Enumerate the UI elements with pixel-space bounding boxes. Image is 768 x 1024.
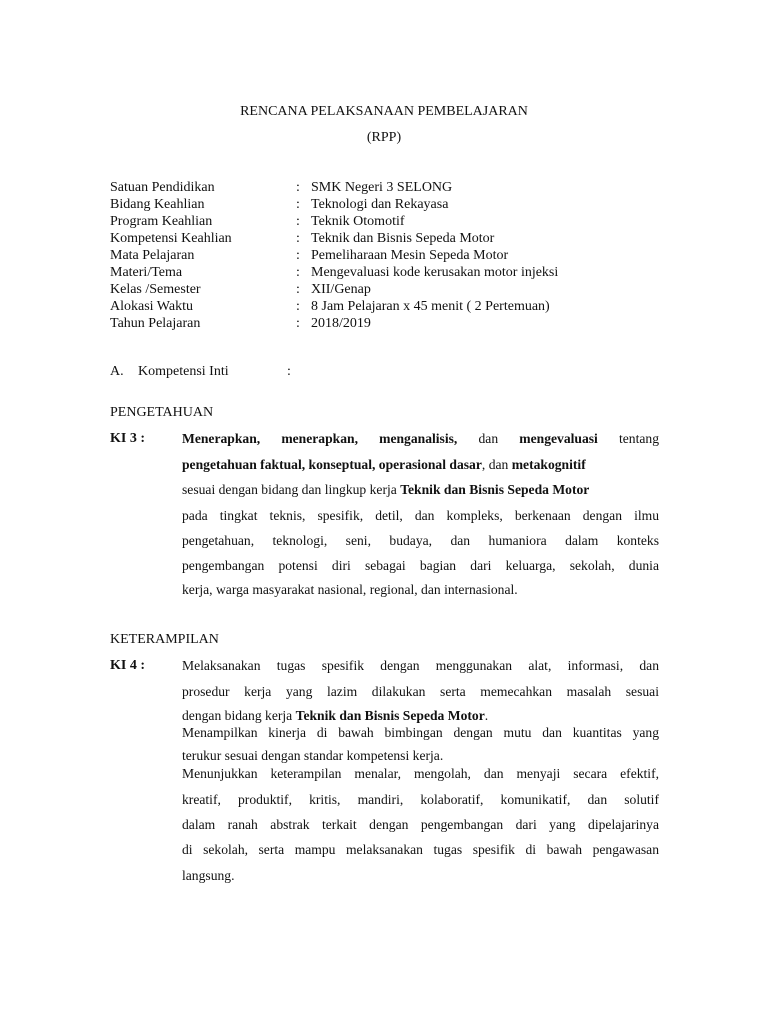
identity-value: SMK Negeri 3 SELONG [311, 180, 453, 195]
ki3-line [182, 482, 659, 498]
ki3-text: Teknik dan Bisnis Sepeda Motor [400, 482, 590, 497]
section-title: Kompetensi Inti [138, 364, 229, 379]
ki4-line: Menunjukkan keterampilan menalar, mengolah, dan menyaji secara efektif, [182, 766, 659, 781]
document-title: RENCANA PELAKSANAAN PEMBELAJARAN [240, 104, 528, 119]
identity-label: Materi/Tema [110, 265, 183, 280]
section-letter: A. [110, 364, 124, 379]
identity-label: Kelas /Semester [110, 282, 201, 297]
section-colon: : [287, 364, 291, 379]
ki3-text: pengetahuan faktual, konseptual, operasional dasar [182, 457, 482, 472]
identity-separator: : [296, 248, 300, 263]
ki4-line: kreatif, produktif, kritis, mandiri, kolaboratif, komunikatif, dan solutif [182, 792, 659, 807]
ki4-text: dengan bidang kerja [182, 708, 296, 723]
ki3-line [182, 457, 659, 473]
identity-separator: : [296, 231, 300, 246]
ki3-line: kerja, warga masyarakat nasional, regional, dan internasional. [182, 582, 518, 597]
identity-label: Program Keahlian [110, 214, 213, 229]
ki3-text: , dan [481, 457, 512, 472]
ki4-line: Menampilkan kinerja di bawah bimbingan dengan mutu dan kuantitas yang [182, 725, 659, 740]
identity-label: Satuan Pendidikan [110, 180, 215, 195]
ki3-text: mengevaluasi [519, 431, 598, 446]
ki4-line: Melaksanakan tugas spesifik dengan menggunakan alat, informasi, dan [182, 658, 659, 673]
ki3-text: metakognitif [511, 457, 586, 472]
identity-label: Alokasi Waktu [110, 299, 193, 314]
ki3-text: dan [457, 431, 520, 446]
ki4-label: KI 4 : [110, 658, 145, 673]
ki4-line: dalam ranah abstrak terkait dengan pengembangan dari yang dipelajarinya [182, 817, 659, 832]
ki4-line: langsung. [182, 868, 235, 883]
identity-value: Pemeliharaan Mesin Sepeda Motor [311, 248, 509, 263]
keterampilan-heading: KETERAMPILAN [110, 632, 219, 647]
ki4-text: . [484, 708, 489, 723]
ki3-text: tentang [597, 431, 659, 446]
identity-value: 2018/2019 [311, 316, 371, 331]
identity-value: 8 Jam Pelajaran x 45 menit ( 2 Pertemuan) [311, 299, 550, 314]
pengetahuan-heading: PENGETAHUAN [110, 405, 214, 420]
identity-value: Teknik Otomotif [311, 214, 405, 229]
identity-separator: : [296, 214, 300, 229]
ki3-label: KI 3 : [110, 431, 145, 446]
identity-label: Mata Pelajaran [110, 248, 195, 263]
ki4-line [182, 708, 659, 724]
ki3-text: sesuai dengan bidang dan lingkup kerja [182, 482, 401, 497]
ki3-line [182, 431, 659, 447]
identity-separator: : [296, 316, 300, 331]
ki3-line: pengembangan potensi diri sebagai bagian dari keluarga, sekolah, dunia [182, 558, 659, 573]
ki3-line: pengetahuan, teknologi, seni, budaya, dan humaniora dalam konteks [182, 533, 659, 548]
identity-separator: : [296, 180, 300, 195]
ki4-line: terukur sesuai dengan standar kompetensi kerja. [182, 748, 444, 763]
identity-separator: : [296, 299, 300, 314]
identity-label: Kompetensi Keahlian [110, 231, 232, 246]
ki4-line: prosedur kerja yang lazim dilakukan serta memecahkan masalah sesuai [182, 684, 659, 699]
identity-value: Mengevaluasi kode kerusakan motor injeksi [311, 265, 559, 280]
identity-label: Tahun Pelajaran [110, 316, 201, 331]
identity-value: Teknik dan Bisnis Sepeda Motor [311, 231, 495, 246]
identity-value: Teknologi dan Rekayasa [311, 197, 449, 212]
ki3-text: Menerapkan, menerapkan, menganalisis, [182, 431, 458, 446]
identity-value: XII/Genap [311, 282, 371, 297]
ki4-line: di sekolah, serta mampu melaksanakan tugas spesifik di bawah pengawasan [182, 842, 659, 857]
document-subtitle: (RPP) [366, 130, 402, 145]
identity-separator: : [296, 197, 300, 212]
identity-separator: : [296, 265, 300, 280]
identity-separator: : [296, 282, 300, 297]
ki3-line: pada tingkat teknis, spesifik, detil, dan kompleks, berkenaan dengan ilmu [182, 508, 659, 523]
ki4-text: Teknik dan Bisnis Sepeda Motor [295, 708, 485, 723]
identity-label: Bidang Keahlian [110, 197, 205, 212]
